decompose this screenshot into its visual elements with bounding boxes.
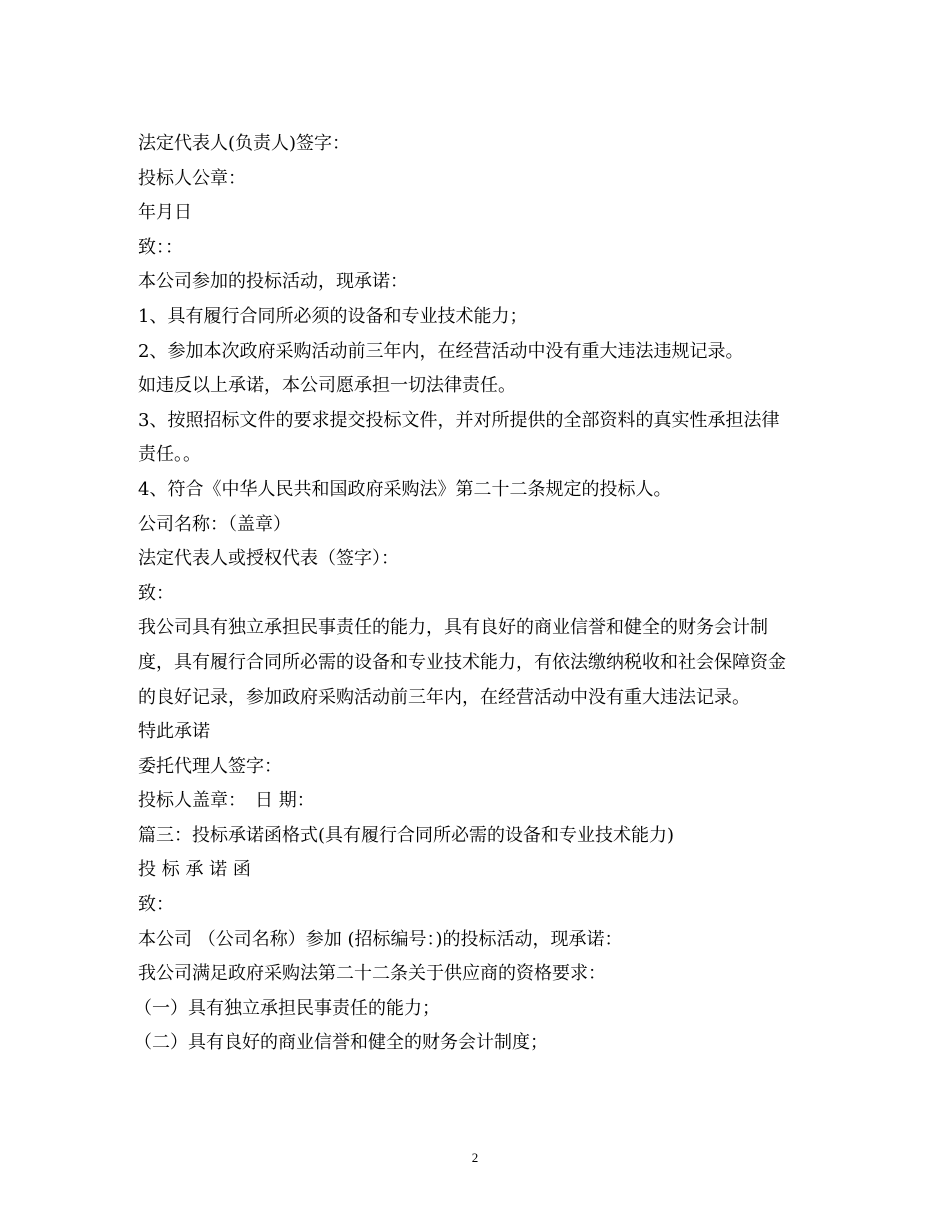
letter-title: 投 标 承 诺 函 <box>138 859 251 881</box>
commitment-item-2: 2、参加本次政府采购活动前三年内，在经营活动中没有重大违法违规记录。 <box>138 340 744 362</box>
signature-line-legal-representative: 法定代表人(负责人)签字： <box>138 133 351 154</box>
liability-statement: 如违反以上承诺，本公司愿承担一切法律责任。 <box>138 375 516 397</box>
signature-line-authorized-rep: 法定代表人或授权代表（签字）： <box>138 548 399 570</box>
addressee-line-2: 致： <box>138 582 174 604</box>
paragraph-line-1: 我公司具有独立承担民事责任的能力，具有良好的商业信誉和健全的财务会计制 <box>138 617 768 639</box>
qualification-item-2: （二）具有良好的商业信誉和健全的财务会计制度； <box>134 1032 548 1054</box>
addressee-line: 致：： <box>138 236 183 258</box>
bidder-seal-line: 投标人公章： <box>138 167 246 189</box>
date-line: 年月日 <box>138 202 192 224</box>
company-name-line: 公司名称：（盖章） <box>138 513 291 535</box>
paragraph-line-2: 度，具有履行合同所必需的设备和专业技术能力，有依法缴纳税收和社会保障资金 <box>138 651 786 673</box>
commitment-item-3: 3、按照招标文件的要求提交投标文件，并对所提供的全部资料的真实性承担法律 <box>138 409 780 431</box>
section-heading: 篇三：投标承诺函格式(具有履行合同所必需的设备和专业技术能力) <box>138 824 675 846</box>
qualification-item-1: （一）具有独立承担民事责任的能力； <box>134 997 440 1019</box>
commitment-item-3-continued: 责任。。 <box>138 444 201 466</box>
commitment-intro: 本公司参加的投标活动，现承诺： <box>138 271 408 293</box>
seal-date-line: 投标人盖章： 日 期： <box>138 790 315 812</box>
hereby-commit-line: 特此承诺 <box>138 721 210 743</box>
participation-statement: 本公司 （公司名称）参加 (招标编号：)的投标活动，现承诺： <box>138 928 623 950</box>
paragraph-line-3: 的良好记录，参加政府采购活动前三年内，在经营活动中没有重大违法记录。 <box>138 686 750 708</box>
page-number: 2 <box>471 1150 479 1165</box>
addressee-line-3: 致： <box>138 894 174 916</box>
document-body <box>134 127 818 1061</box>
commitment-item-4: 4、符合《中华人民共和国政府采购法》第二十二条规定的投标人。 <box>138 478 672 500</box>
commitment-item-1: 1、具有履行合同所必须的设备和专业技术能力； <box>138 305 528 327</box>
agent-signature-line: 委托代理人签字： <box>138 755 282 777</box>
qualification-statement: 我公司满足政府采购法第二十二条关于供应商的资格要求： <box>138 963 606 985</box>
